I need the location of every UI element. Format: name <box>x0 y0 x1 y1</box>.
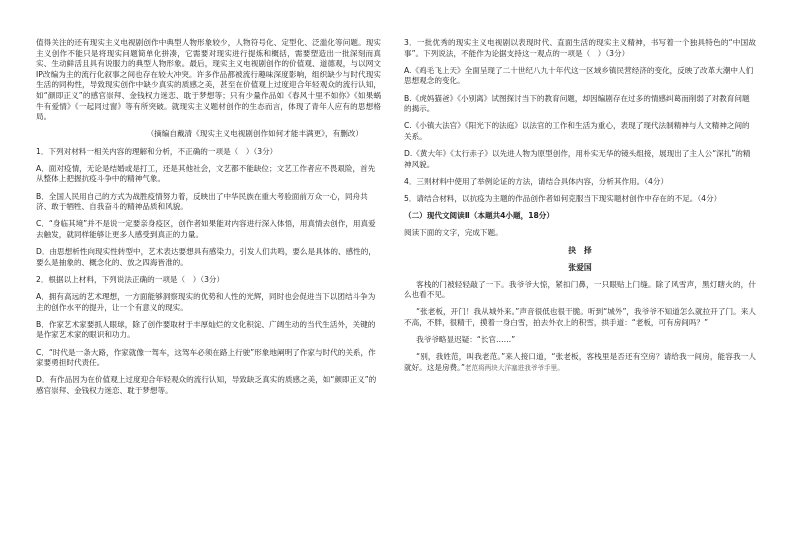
question-2-option-d: D．有作品因为在价值观上过度迎合年轻观众的流行认知，导致缺乏真实的质感之美，如“颜即正义”的感官崇拜、金钱权力迷恋、耽于梦想等。 <box>36 375 377 395</box>
question-3-option-d: D.《黄大年》《太行赤子》以先进人物为原型创作，用朴实无华的镜头组接，展现出了主人公“深扎”的精神风貌。 <box>404 149 751 169</box>
question-1-option-d: D．由思想析性向现实性转型中，艺术表达要想具有感染力，引发人们共鸣，要么是具体的、感性的，要么是抽象的、概念化的、放之四海皆准的。 <box>36 247 376 267</box>
question-4: 4．三则材料中使用了举例论证的方法，请结合具体内容，分析其作用。（4分） <box>404 176 669 186</box>
story-paragraph <box>404 352 756 373</box>
story-author: 张爱国 <box>568 262 592 272</box>
right-column <box>404 38 756 380</box>
story-paragraph: 客栈的门被轻轻敲了一下。我爷爷大惊，紧扣门鼻，一只眼贴上门缝。除了风雪声，黑灯瞎火的，什么也看不见。 <box>404 279 756 300</box>
question-2-option-a: A．拥有高远的艺术理想，一方面能够洞察现实的优势和人性的光辉，同时也会促进当下以团结斗争为主的创作水平的提升，让一个有意义的现实。 <box>36 292 376 312</box>
story-title: 抉 择 <box>568 245 592 255</box>
section-heading: （二）现代文阅读Ⅱ（本题共4小题，18分） <box>404 211 554 221</box>
question-3-option-a: A.《鸡毛飞上天》全面呈现了二十世纪八九十年代这一区域乡镇民营经济的变化，反映了改革大潮中人们思想观念的变化。 <box>404 65 754 86</box>
question-1-option-a: A．面对疫情，无论是结婚或是打工，还是其他社会，文艺都不能缺位；文艺工作者应不畏艰险，首先从整体上把握抗疫斗争中的精神气象。 <box>36 163 376 184</box>
question-3-stem: 3．一批优秀的现实主义电视剧以表现时代、直面生活的现实主义精神，书写着一个独具特色的“中国故事”。下列说法，不能作为论据支持这一观点的一项是（ ）（3分） <box>404 38 756 58</box>
question-1-option-b: B．全国人民用自己的方式为战胜疫情努力着，反映出了中华民族在重大考验面前万众一心，同舟共济、敢于牺牲、自我奋斗的精神品质和风貌。 <box>36 191 368 212</box>
question-2-stem: 2．根据以上材料，下列说法正确的一项是（ ）（3分） <box>36 274 225 284</box>
passage-paragraph: 值得关注的还有现实主义电视剧创作中典型人物形象较少，人物符号化、定型化、泛滥化等问题。现实主义创作不能只是将现实问题简单化拼凑，它需要对现实进行提炼和概括，需要塑造出一批深刻而真实、生动鲜活且具有说服力的典型人物形象。最后，现实主义电视剧创作的价值观、道德观，与以网文IP改编为主的流行化叙事之间也存在较大冲突。许多作品都被流行趣味深度影响，组织缺少与时代现实生活的同构性，导致现实创作中缺少真实的质感之美，甚至在价值观上过度迎合年轻观众的流行认知，如“颜即正义”的感官崇拜、金钱权力迷恋、耽于梦想等；只有少量作品如《春风十里不如你》《如果蜗牛有爱情》《一起同过窗》等有所突破。就现实主义题材创作的生态而言，体现了青年人应有的思想格局。 <box>36 38 381 122</box>
question-1-option-c: C．“身临其境”并不是说一定要亲身疫区，创作者如果能对内容进行深入体悟，用真情去创作，用真爱去触发，就同样能够让更多人感受到真正的力量。 <box>36 219 376 239</box>
question-5: 5．请结合材料，以抗疫为主题的作品创作者如何克服当下现实题材创作中存在的不足。（4分） <box>404 194 722 204</box>
story-paragraph-text: “别，我姓范，叫我老范。”来人接口道，“张老板，客栈里是否还有空房？请给我一间房，能容我一人就好。这是房费。” <box>404 352 756 372</box>
story-paragraph-note: 老范将两块大洋塞进我爷爷手里。 <box>464 363 564 372</box>
question-2-option-b: B．作家艺术家要抓人眼球，除了创作要取材于丰厚灿烂的文化积淀、广阔生动的当代生活外，关键的是作家艺术家的眼识和功力。 <box>36 319 376 340</box>
story-paragraph: 我爷爷略显迟疑：“长官……” <box>416 335 516 345</box>
left-column <box>36 38 381 403</box>
question-3-option-b: B.《虎妈猫爸》《小别离》试图探讨当下的教育问题，却因编剧存在过多的情感纠葛而削弱了对教育问题的揭示。 <box>404 93 750 114</box>
question-1-stem: 1．下列对材料一相关内容的理解和分析，不正确的一项是（ ）（3分） <box>36 146 278 156</box>
passage-source: （摘编自戴清《现实主义电视剧创作如何才能丰满更》，有删改） <box>146 129 363 139</box>
story-paragraph: “张老板，开门！我从城外来。”声音很低也很干脆。听到“城外”，我爷爷不知道怎么就拉开了门。来人不高，不胖，很精干，摸着一身白雪，拍去外衣上的积雪，拱手道：“老板，可有房间吗？” <box>404 307 756 327</box>
question-3-option-c: C.《小镇大法官》《阳光下的法庭》以法官的工作和生活为重心，表现了现代法制精神与人文精神之间的关系。 <box>404 121 750 141</box>
question-2-option-c: C．“时代是一条大路，作家就像一驾车，这驾车必须在路上行驶”形象地阐明了作家与时代的关系，作家要勇担时代责任。 <box>36 347 376 368</box>
reading-instruction: 阅读下面的文字，完成下题。 <box>404 228 503 238</box>
